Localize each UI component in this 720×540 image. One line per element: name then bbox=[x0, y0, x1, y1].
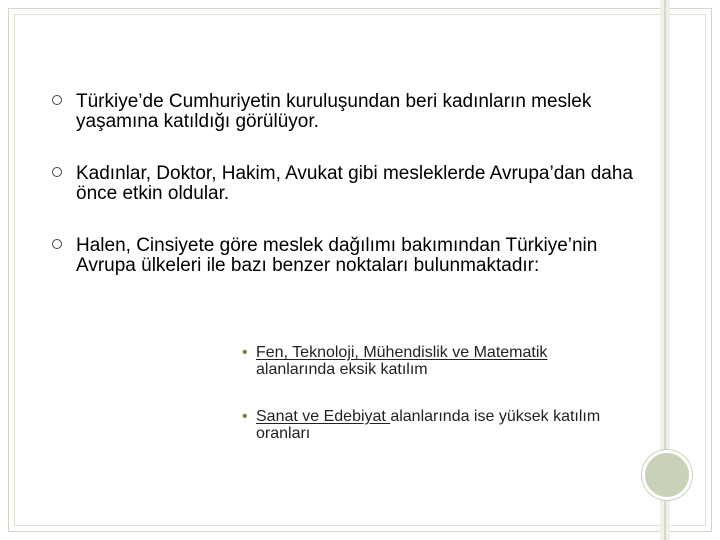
sub-bullet-item bbox=[242, 344, 622, 378]
bullet-text: Halen, Cinsiyete göre meslek dağılımı bakımından Türkiye’nin Avrupa ülkeleri ile bazı benzer noktaları bulunmaktadır: bbox=[76, 235, 598, 276]
bullet-item bbox=[52, 236, 642, 276]
arts-link[interactable]: Sanat ve Edebiyat bbox=[256, 408, 391, 425]
sub-bullet-item bbox=[242, 408, 622, 442]
sub-bullet-list bbox=[242, 344, 622, 472]
rail-circle-ornament bbox=[642, 450, 692, 500]
dot-bullet-icon: • bbox=[242, 408, 248, 425]
circle-bullet-icon bbox=[52, 167, 62, 177]
dot-bullet-icon: • bbox=[242, 344, 248, 361]
main-bullet-list bbox=[52, 92, 642, 308]
bullet-item bbox=[52, 164, 642, 204]
stem-link[interactable]: Fen, Teknoloji, Mühendislik ve Matematik bbox=[256, 344, 548, 361]
bullet-item bbox=[52, 92, 642, 132]
bullet-text: Türkiye’de Cumhuriyetin kuruluşundan beri kadınların meslek yaşamına katıldığı görülüyor. bbox=[76, 91, 592, 132]
bullet-text: Kadınlar, Doktor, Hakim, Avukat gibi mesleklerde Avrupa’dan daha önce etkin oldular. bbox=[76, 163, 633, 204]
circle-bullet-icon bbox=[52, 239, 62, 249]
sub-bullet-text: alanlarında ise yüksek katılım oranları bbox=[256, 408, 601, 442]
circle-bullet-icon bbox=[52, 95, 62, 105]
sub-bullet-text: alanlarında eksik katılım bbox=[256, 361, 428, 378]
